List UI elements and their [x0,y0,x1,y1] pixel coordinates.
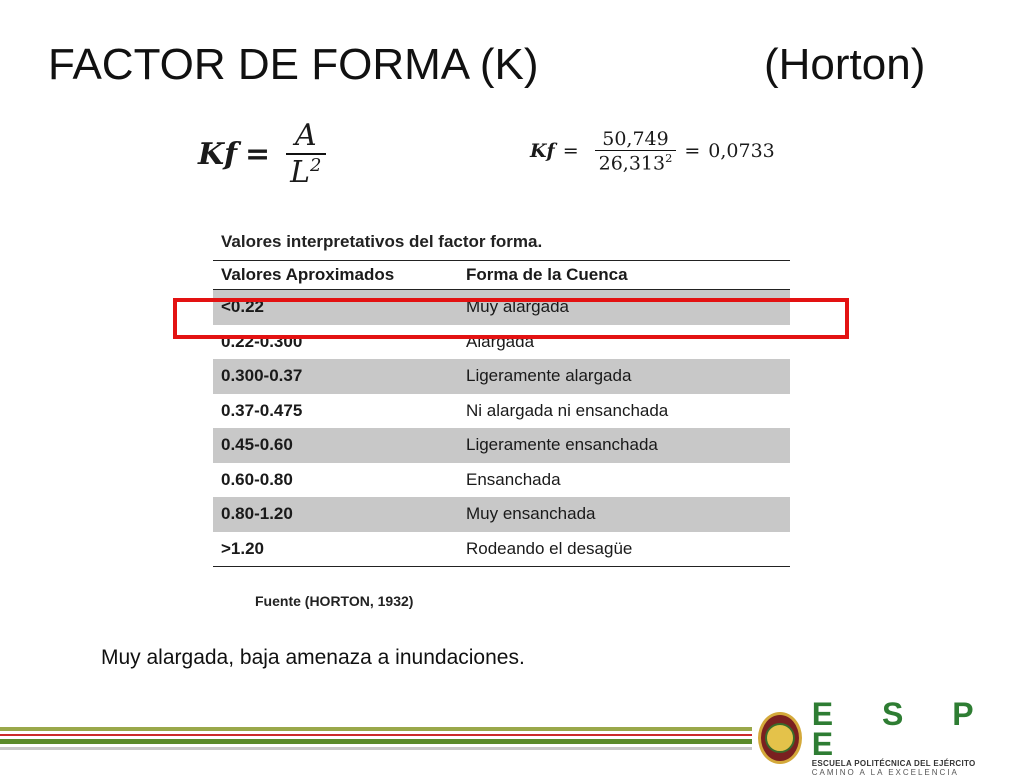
row-shape: Rodeando el desagüe [466,538,633,558]
slide-subtitle: (Horton) [764,40,926,89]
factor-table [213,226,790,567]
row-range: 0.80-1.20 [221,504,293,524]
row-shape: Ligeramente ensanchada [466,435,658,455]
formula-applied-eq: = [562,140,579,163]
table-source: Fuente (HORTON, 1932) [255,593,414,609]
formula-numerator: A [294,118,317,153]
formula-fraction [286,118,325,190]
table-row [213,359,790,394]
table-row [213,428,790,463]
footer-stripes [0,727,752,753]
brand-line2: CAMINO A LA EXCELENCIA [811,768,959,777]
row-shape: Alargada [466,331,535,351]
row-shape: Muy ensanchada [466,504,596,524]
table-header [213,260,790,290]
formula-den-exp: 2 [310,155,322,176]
espe-logo [758,696,1018,777]
slide-title: FACTOR DE FORMA (K) [48,40,539,89]
row-range: 0.45-0.60 [221,435,293,455]
formula-applied-numerator: 50,749 [602,128,669,150]
formula-applied-eq2: = [684,140,701,163]
brand-text [811,696,1018,777]
row-shape: Ligeramente alargada [466,366,632,386]
formula-applied [530,128,775,174]
conclusion-note: Muy alargada, baja amenaza a inundaciones. [101,646,525,669]
row-shape: Muy alargada [466,297,570,317]
formula-lhs: Kf [198,136,237,172]
brand-letters: E S P E [811,696,993,762]
brand-line1: ESCUELA POLITÉCNICA DEL EJÉRCITO [811,759,976,768]
row-shape: Ni alargada ni ensanchada [466,400,669,420]
row-range: 0.60-0.80 [221,469,293,489]
footer-stripe [0,747,752,750]
row-range: 0.22-0.300 [221,331,303,351]
formula-applied-result: 0,0733 [708,140,775,163]
formula-denominator [286,153,325,190]
formula-general [198,118,326,190]
footer-stripe [0,739,752,744]
table-row [213,497,790,532]
header-ranges: Valores Aproximados [221,265,395,284]
table-row [213,463,790,498]
formula-applied-fraction [595,128,677,174]
table-row [213,394,790,429]
formula-applied-lhs: Kf [530,140,555,163]
footer-stripe [0,727,752,731]
table-row [213,532,790,567]
row-range: <0.22 [221,297,265,317]
row-range: 0.300-0.37 [221,366,303,386]
formula-den-base: L [290,155,311,190]
footer-stripe [0,734,752,736]
table-caption: Valores interpretativos del factor forma. [221,232,543,251]
highlight-box [173,298,849,339]
formula-applied-denominator [595,150,677,174]
row-shape: Ensanchada [466,469,561,489]
university-seal-icon [758,712,802,764]
formula-eq: = [244,136,271,172]
formula-applied-den-base: 26,313 [598,152,666,175]
row-range: >1.20 [221,538,265,558]
formula-applied-den-exp: 2 [665,151,673,165]
row-range: 0.37-0.475 [221,400,303,420]
header-shape: Forma de la Cuenca [466,265,628,284]
